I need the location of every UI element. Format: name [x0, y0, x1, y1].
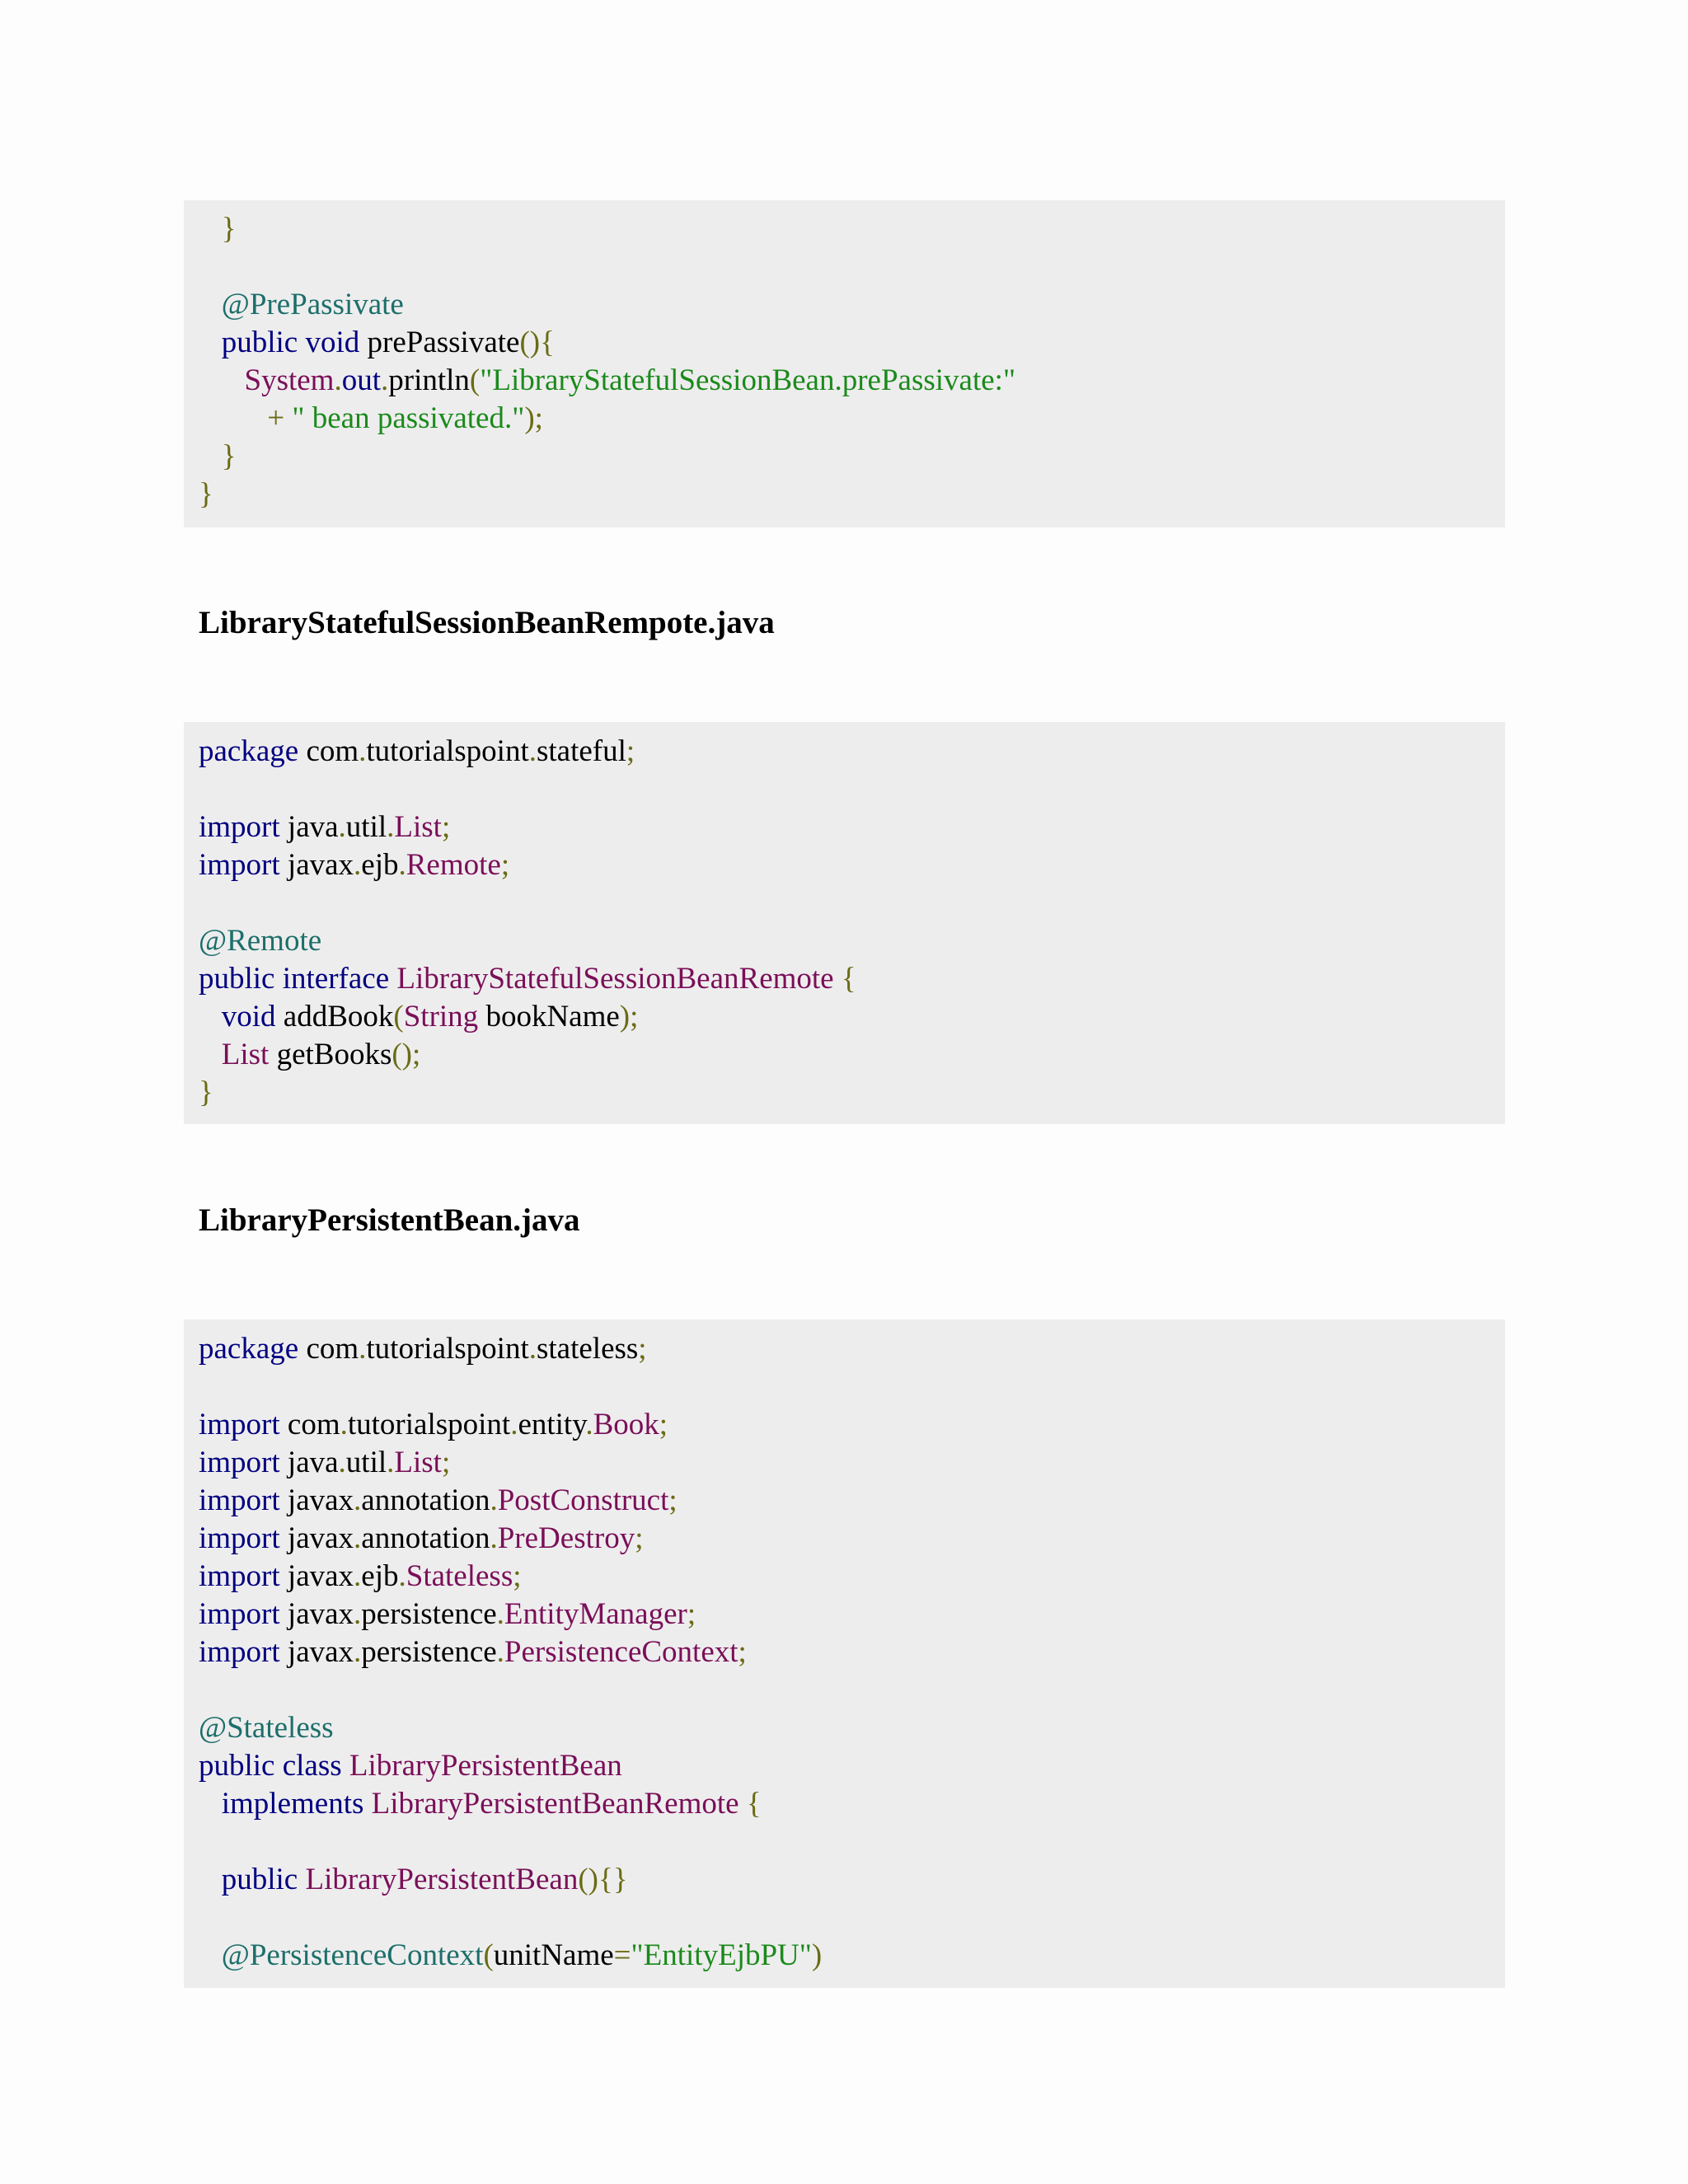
punctuation-token: ;: [513, 1559, 522, 1593]
code-line: [199, 1036, 1505, 1074]
identifier-token: javax: [279, 1483, 354, 1517]
code-blank-line: [199, 1823, 1505, 1861]
class-name-token: PersistenceContext: [504, 1635, 738, 1669]
code-line: [199, 733, 1505, 771]
punctuation-token: .: [585, 1408, 593, 1441]
code-line: [199, 1520, 1505, 1558]
punctuation-token: ;: [441, 810, 451, 844]
identifier-token: addBook: [275, 1000, 394, 1033]
keyword-token: import: [199, 810, 280, 844]
punctuation-token: .: [340, 1408, 348, 1441]
annotation-token: @Remote: [199, 924, 322, 958]
identifier-token: [199, 1787, 222, 1821]
code-blank-line: [199, 1368, 1505, 1406]
punctuation-token: ;: [500, 848, 510, 882]
punctuation-token: .: [359, 734, 367, 768]
class-name-token: LibraryPersistentBean: [305, 1863, 579, 1896]
punctuation-token: .: [354, 1521, 362, 1555]
punctuation-token: +: [267, 401, 285, 435]
identifier-token: [199, 1038, 222, 1071]
class-name-token: PostConstruct: [497, 1483, 669, 1517]
code-line: [199, 1747, 1505, 1785]
punctuation-token: );: [524, 401, 543, 435]
punctuation-token: .: [334, 363, 342, 397]
identifier-token: annotation: [361, 1521, 490, 1555]
punctuation-token: .: [490, 1521, 498, 1555]
code-line: [199, 1406, 1505, 1444]
punctuation-token: );: [619, 1000, 639, 1033]
punctuation-token: .: [354, 848, 362, 882]
identifier-token: javax: [279, 848, 354, 882]
string-token: " bean passivated.": [292, 401, 525, 435]
punctuation-token: .: [354, 1559, 362, 1593]
identifier-token: [363, 1787, 371, 1821]
punctuation-token: .: [387, 1446, 395, 1479]
punctuation-token: .: [398, 1559, 406, 1593]
punctuation-token: (: [469, 363, 481, 397]
punctuation-token: ;: [441, 1446, 451, 1479]
identifier-token: [739, 1787, 747, 1821]
keyword-token: public: [199, 1749, 275, 1783]
punctuation-token: .: [490, 1483, 498, 1517]
identifier-token: java: [279, 1446, 339, 1479]
identifier-token: javax: [279, 1559, 354, 1593]
identifier-token: stateful: [536, 734, 626, 768]
annotation-token: @PrePassivate: [221, 288, 404, 321]
identifier-token: tutorialspoint: [366, 1332, 529, 1366]
identifier-token: [199, 401, 267, 435]
identifier-token: util: [345, 1446, 387, 1479]
punctuation-token: (){: [519, 326, 555, 359]
code-line: [199, 400, 1505, 438]
code-line: [199, 1861, 1505, 1899]
identifier-token: [274, 1749, 282, 1783]
identifier-token: [389, 962, 396, 996]
code-line: [199, 1937, 1505, 1975]
punctuation-token: }: [199, 477, 213, 511]
identifier-token: getBooks: [269, 1038, 392, 1071]
class-name-token: Book: [593, 1408, 659, 1441]
identifier-token: [199, 1000, 222, 1033]
identifier-token: [199, 212, 222, 246]
punctuation-token: {: [746, 1787, 762, 1821]
identifier-token: [834, 962, 842, 996]
identifier-token: ejb: [361, 1559, 399, 1593]
keyword-token: void: [305, 326, 360, 359]
identifier-token: javax: [279, 1635, 354, 1669]
keyword-token: public: [221, 326, 298, 359]
class-name-token: Stateless: [406, 1559, 513, 1593]
code-line: [199, 998, 1505, 1036]
punctuation-token: ;: [687, 1597, 696, 1631]
code-line: [199, 922, 1505, 960]
punctuation-token: .: [338, 810, 346, 844]
code-block-persistent-bean: [184, 1319, 1505, 1988]
punctuation-token: .: [387, 810, 395, 844]
class-name-token: List: [394, 1446, 442, 1479]
code-line: [199, 362, 1505, 400]
code-line: [199, 846, 1505, 884]
code-block-prepassivate: [184, 200, 1505, 527]
identifier-token: [274, 962, 282, 996]
keyword-token: class: [282, 1749, 342, 1783]
keyword-token: interface: [282, 962, 390, 996]
identifier-token: [199, 288, 222, 321]
keyword-token: import: [199, 1559, 280, 1593]
class-name-token: List: [394, 810, 442, 844]
punctuation-token: .: [338, 1446, 346, 1479]
code-blank-line: [199, 884, 1505, 922]
identifier-token: tutorialspoint: [366, 734, 529, 768]
punctuation-token: ;: [638, 1332, 647, 1366]
code-line: [199, 210, 1505, 248]
punctuation-token: ;: [659, 1408, 668, 1441]
class-name-token: EntityManager: [504, 1597, 687, 1631]
keyword-token: public: [221, 1863, 298, 1896]
identifier-token: com: [279, 1408, 340, 1441]
class-name-token: String: [403, 1000, 479, 1033]
identifier-token: [199, 1863, 222, 1896]
code-line: [199, 324, 1505, 362]
code-line: [199, 1596, 1505, 1633]
punctuation-token: {: [841, 962, 856, 996]
keyword-token: public: [199, 962, 275, 996]
identifier-token: java: [279, 810, 339, 844]
class-name-token: LibraryStatefulSessionBeanRemote: [396, 962, 834, 996]
identifier-token: [199, 326, 222, 359]
class-name-token: List: [221, 1038, 270, 1071]
punctuation-token: .: [496, 1635, 504, 1669]
identifier-token: persistence: [361, 1635, 497, 1669]
code-blank-line: [199, 1671, 1505, 1709]
punctuation-token: .: [359, 1332, 367, 1366]
code-block-remote-interface: [184, 722, 1505, 1124]
punctuation-token: .: [354, 1597, 362, 1631]
identifier-token: [199, 439, 222, 473]
code-line: [199, 438, 1505, 476]
class-name-token: LibraryPersistentBeanRemote: [371, 1787, 739, 1821]
keyword-token: import: [199, 1521, 280, 1555]
punctuation-token: .: [381, 363, 389, 397]
punctuation-token: (){}: [578, 1863, 628, 1896]
punctuation-token: =: [613, 1938, 631, 1972]
punctuation-token: (: [483, 1938, 494, 1972]
identifier-token: println: [388, 363, 470, 397]
punctuation-token: .: [398, 848, 406, 882]
annotation-token: @Stateless: [199, 1711, 334, 1745]
code-line: [199, 1633, 1505, 1671]
code-line: [199, 1330, 1505, 1368]
code-line: [199, 1785, 1505, 1823]
punctuation-token: .: [354, 1635, 362, 1669]
code-line: [199, 808, 1505, 846]
code-line: [199, 1709, 1505, 1747]
keyword-token: import: [199, 1635, 280, 1669]
punctuation-token: ;: [738, 1635, 747, 1669]
punctuation-token: .: [528, 734, 537, 768]
punctuation-token: }: [221, 212, 237, 246]
identifier-token: ejb: [361, 848, 399, 882]
code-blank-line: [199, 1899, 1505, 1937]
identifier-token: com: [298, 1332, 359, 1366]
string-token: "EntityEjbPU": [631, 1938, 812, 1972]
identifier-token: unitName: [493, 1938, 614, 1972]
string-token: "LibraryStatefulSessionBean.prePassivate:": [480, 363, 1016, 397]
punctuation-token: .: [510, 1408, 518, 1441]
identifier-token: javax: [279, 1521, 354, 1555]
identifier-token: [199, 363, 245, 397]
identifier-token: util: [345, 810, 387, 844]
keyword-token: import: [199, 1446, 280, 1479]
keyword-token: import: [199, 1408, 280, 1441]
identifier-token: entity: [518, 1408, 586, 1441]
punctuation-token: (: [393, 1000, 404, 1033]
punctuation-token: .: [528, 1332, 537, 1366]
identifier-token: tutorialspoint: [347, 1408, 511, 1441]
code-line: [199, 1074, 1505, 1112]
punctuation-token: ;: [635, 1521, 644, 1555]
code-line: [199, 1482, 1505, 1520]
identifier-token: bookName: [478, 1000, 620, 1033]
identifier-token: com: [298, 734, 359, 768]
punctuation-token: ;: [668, 1483, 678, 1517]
keyword-token: package: [199, 1332, 299, 1366]
identifier-token: stateless: [536, 1332, 639, 1366]
identifier-token: [284, 401, 292, 435]
annotation-token: @PersistenceContext: [221, 1938, 484, 1972]
file-heading-persistent-bean: LibraryPersistentBean.java: [199, 1202, 580, 1238]
keyword-token: package: [199, 734, 299, 768]
code-line: [199, 960, 1505, 998]
keyword-token: implements: [221, 1787, 364, 1821]
keyword-token: import: [199, 1597, 280, 1631]
code-blank-line: [199, 771, 1505, 808]
punctuation-token: .: [354, 1483, 362, 1517]
class-name-token: PreDestroy: [497, 1521, 635, 1555]
keyword-token: import: [199, 848, 280, 882]
code-blank-line: [199, 248, 1505, 286]
class-name-token: LibraryPersistentBean: [349, 1749, 622, 1783]
class-name-token: Remote: [406, 848, 501, 882]
file-heading-remote: LibraryStatefulSessionBeanRempote.java: [199, 605, 775, 640]
keyword-token: void: [221, 1000, 276, 1033]
code-line: [199, 1444, 1505, 1482]
keyword-token: import: [199, 1483, 280, 1517]
identifier-token: [342, 1749, 349, 1783]
code-line: [199, 1558, 1505, 1596]
punctuation-token: ();: [392, 1038, 421, 1071]
punctuation-token: ): [811, 1938, 823, 1972]
class-name-token: System: [244, 363, 335, 397]
identifier-token: [199, 1938, 222, 1972]
punctuation-token: }: [221, 439, 237, 473]
punctuation-token: ;: [626, 734, 635, 768]
identifier-token: javax: [279, 1597, 354, 1631]
identifier-token: persistence: [361, 1597, 497, 1631]
keyword-token: out: [341, 363, 381, 397]
code-line: [199, 476, 1505, 513]
identifier-token: prePassivate: [359, 326, 520, 359]
identifier-token: annotation: [361, 1483, 490, 1517]
code-line: [199, 286, 1505, 324]
punctuation-token: }: [199, 1076, 213, 1109]
punctuation-token: .: [496, 1597, 504, 1631]
